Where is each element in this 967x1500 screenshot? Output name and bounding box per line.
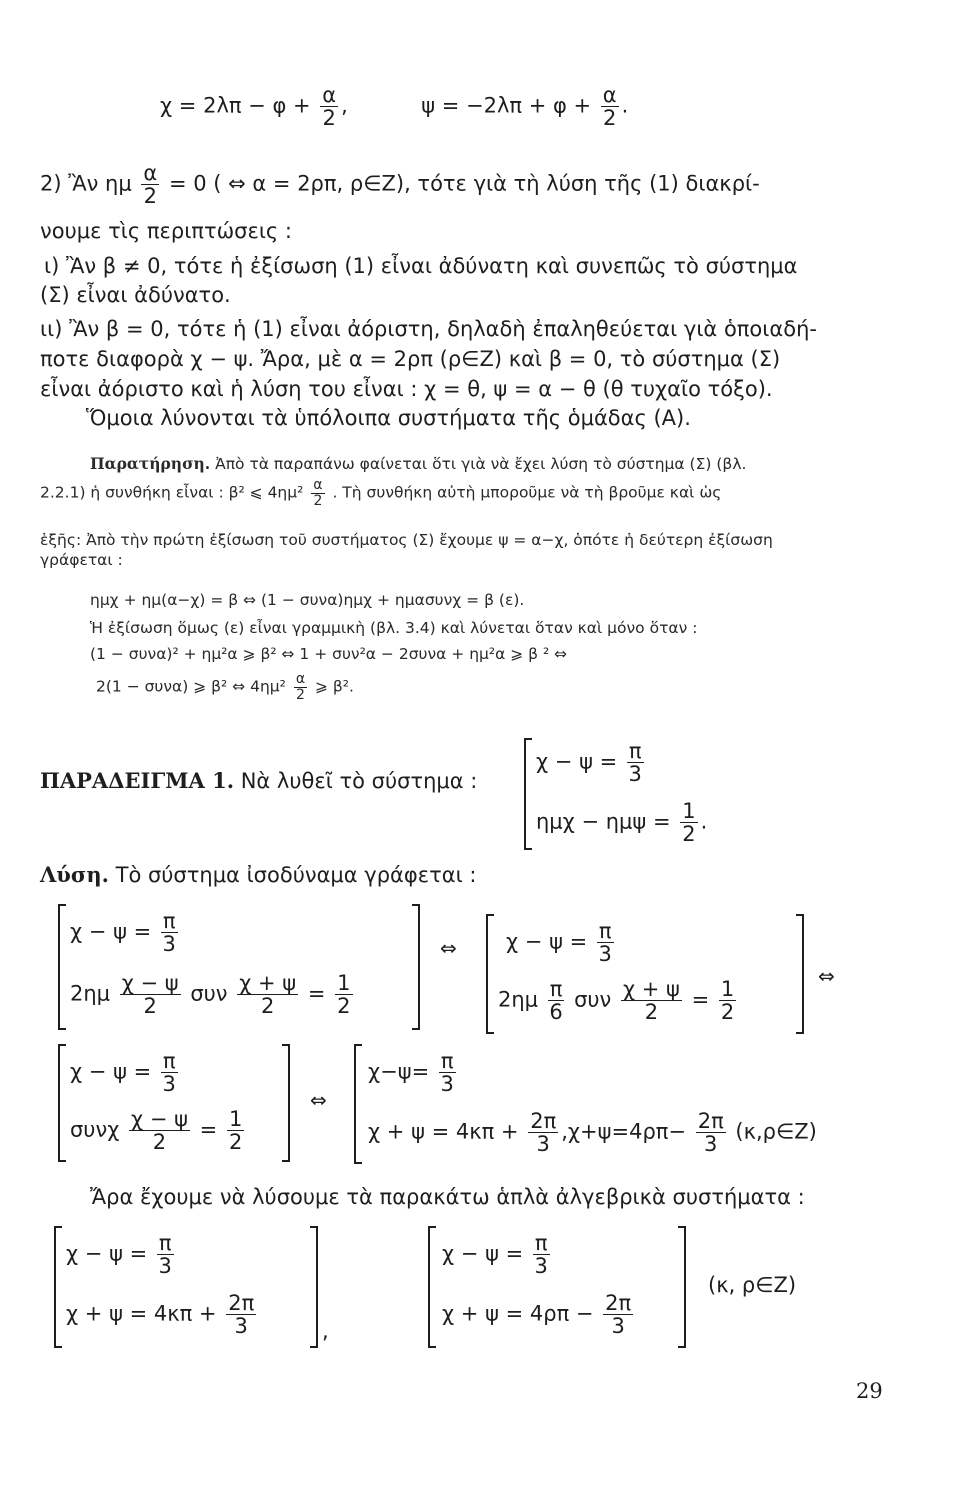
case-i-line2: (Σ) εἶναι ἀδύνατο. — [40, 283, 231, 307]
case2-line: 2) Ἂν ημ $\frac{\alpha}{2}$ = 0 ( ⇔ α = 2ρπ, ρ∈Z), τότε γιὰ τὴ λύση τῆς (1) διακρί- — [40, 161, 760, 209]
sysD-eq1: χ−ψ= $\frac{\pi}{3}$ — [368, 1049, 454, 1097]
alpha-over-two: $\frac{\alpha}{2}$ — [313, 477, 323, 509]
example-eq2: ημχ − ημψ = $\frac{1}{2}$ . — [536, 799, 708, 847]
left-bracket — [58, 904, 66, 1030]
right-bracket — [310, 1226, 318, 1348]
alpha-over-two: $\frac{\alpha}{2}$ — [602, 83, 617, 131]
case-ii-line3: εἶναι ἀόριστο καὶ ἡ λύση του εἶναι : χ = θ, ψ = α − θ (θ τυχαῖο τόξο). — [40, 377, 773, 401]
right-bracket — [678, 1226, 686, 1348]
sysA-eq2: 2ημ $\frac{\chi - \psi}{2}$ συν $\frac{\chi + \psi}{2}$ = $\frac{1}{2}$ — [70, 971, 351, 1019]
sysB-eq1: χ − ψ = $\frac{\pi}{3}$ — [506, 919, 612, 967]
left-brace — [524, 738, 532, 850]
right-bracket — [412, 904, 420, 1030]
similar-note: Ὅμοια λύνονται τὰ ὑπόλοιπα συστήματα τῆς ὁμάδας (Α). — [86, 406, 691, 430]
case-ii-line2: ποτε διαφορὰ χ − ψ. Ἄρα, μὲ α = 2ρπ (ρ∈Z) καὶ β = 0, τὸ σύστημα (Σ) — [40, 347, 781, 371]
sysD-eq2: χ + ψ = 4κπ + $\frac{2\pi}{3}$ ,χ+ψ=4ρπ− $\frac{2\pi}{3}$ (κ,ρ∈Z) — [368, 1109, 817, 1157]
sysC-eq2: συνχ $\frac{\chi - \psi}{2}$ = $\frac{1}{2}$ — [70, 1107, 243, 1155]
example-label: ΠΑΡΑΔΕΙΓΜΑ 1. — [40, 768, 235, 793]
remark-eq2: Ἡ ἐξίσωση ὅμως (ε) εἶναι γραμμικὴ (βλ. 3.4) καὶ λύνεται ὅταν καὶ μόνο ὅταν : — [90, 619, 698, 637]
iff-arrow: ⇔ — [310, 1088, 327, 1112]
remark-line3: ἑξῆς: Ἀπὸ τὴν πρώτη ἐξίσωση τοῦ συστήματος (Σ) ἔχουμε ψ = α−χ, ὁπότε ἡ δεύτερη ἐξίσωση — [40, 531, 773, 549]
left-bracket — [58, 1044, 66, 1162]
case-i-line1: ι) Ἂν β ≠ 0, τότε ἡ ἐξίσωση (1) εἶναι ἀδύνατη καὶ συνεπῶς τὸ σύστημα — [44, 254, 798, 278]
sysE-eq1: χ − ψ = $\frac{\pi}{3}$ — [66, 1231, 172, 1279]
example-heading: ΠΑΡΑΔΕΙΓΜΑ 1. Νὰ λυθεῖ τὸ σύστημα : — [40, 768, 478, 793]
params-note: (κ, ρ∈Z) — [708, 1273, 797, 1297]
iff-arrow: ⇔ — [440, 936, 457, 960]
sysA-eq1: χ − ψ = $\frac{\pi}{3}$ — [70, 909, 176, 957]
right-bracket — [796, 914, 804, 1034]
remark-eq4: 2(1 − συνα) ⩾ β² ⇔ 4ημ² $\frac{\alpha}{2}$ ⩾ β². — [96, 671, 354, 703]
left-bracket — [428, 1226, 436, 1348]
chi-expression: χ = 2λπ − φ + — [160, 93, 311, 118]
remark-eq1: ημχ + ημ(α−χ) = β ⇔ (1 − συνα)ημχ + ημασυνχ = β (ε). — [90, 591, 525, 609]
solution-line: χ = 2λπ − φ + $\frac{\alpha}{2}$ , ψ = −2λπ + φ + $\frac{\alpha}{2}$ . — [160, 83, 629, 131]
example-eq1: χ − ψ = $\frac{\pi}{3}$ — [536, 739, 642, 787]
case-ii-line1: ιι) Ἂν β = 0, τότε ἡ (1) εἶναι ἀόριστη, δηλαδὴ ἐπαληθεύεται γιὰ ὁποιαδή- — [40, 317, 817, 341]
alpha-over-two: $\frac{\alpha}{2}$ — [295, 671, 306, 703]
therefore-line: Ἄρα ἔχουμε νὰ λύσουμε τὰ παρακάτω ἁπλὰ ἀλγεβρικὰ συστήματα : — [90, 1185, 805, 1209]
sysF-eq1: χ − ψ = $\frac{\pi}{3}$ — [442, 1231, 548, 1279]
page-number: 29 — [856, 1379, 883, 1403]
left-bracket — [54, 1226, 62, 1348]
psi-expression: ψ = −2λπ + φ + — [421, 93, 592, 118]
remark-line1: Παρατήρηση. Ἀπὸ τὰ παραπάνω φαίνεται ὅτι γιὰ νὰ ἔχει λύση τὸ σύστημα (Σ) (βλ. — [90, 454, 747, 473]
sysF-eq2: χ + ψ = 4ρπ − $\frac{2\pi}{3}$ — [442, 1291, 632, 1339]
right-bracket — [282, 1044, 290, 1162]
alpha-over-two: $\frac{\alpha}{2}$ — [143, 161, 158, 209]
iff-arrow: ⇔ — [818, 964, 835, 988]
alpha-over-two: $\frac{\alpha}{2}$ — [322, 83, 337, 131]
remark-label: Παρατήρηση. — [90, 454, 211, 473]
remark-line4: γράφεται : — [40, 551, 123, 569]
sysE-eq2: χ + ψ = 4κπ + $\frac{2\pi}{3}$ — [66, 1291, 255, 1339]
sysC-eq1: χ − ψ = $\frac{\pi}{3}$ — [70, 1049, 176, 1097]
separator-comma: , — [322, 1319, 329, 1343]
remark-line2: 2.2.1) ἡ συνθήκη εἶναι : β² ⩽ 4ημ² $\frac{\alpha}{2}$ . Τὴ συνθήκη αὐτὴ μποροῦμε νὰ τὴ βροῦμε καὶ ὡς — [40, 477, 722, 509]
solution-heading: Λύση. Τὸ σύστημα ἰσοδύναμα γράφεται : — [40, 862, 477, 887]
remark-eq3: (1 − συνα)² + ημ²α ⩾ β² ⇔ 1 + συν²α − 2συνα + ημ²α ⩾ β ² ⇔ — [90, 645, 568, 663]
case2-cont: νουμε τὶς περιπτώσεις : — [40, 219, 293, 243]
sysB-eq2: 2ημ $\frac{\pi}{6}$ συν $\frac{\chi + \psi}{2}$ = $\frac{1}{2}$ — [498, 977, 735, 1025]
solution-label: Λύση. — [40, 862, 109, 887]
left-bracket — [486, 914, 494, 1034]
left-bracket — [354, 1044, 362, 1164]
